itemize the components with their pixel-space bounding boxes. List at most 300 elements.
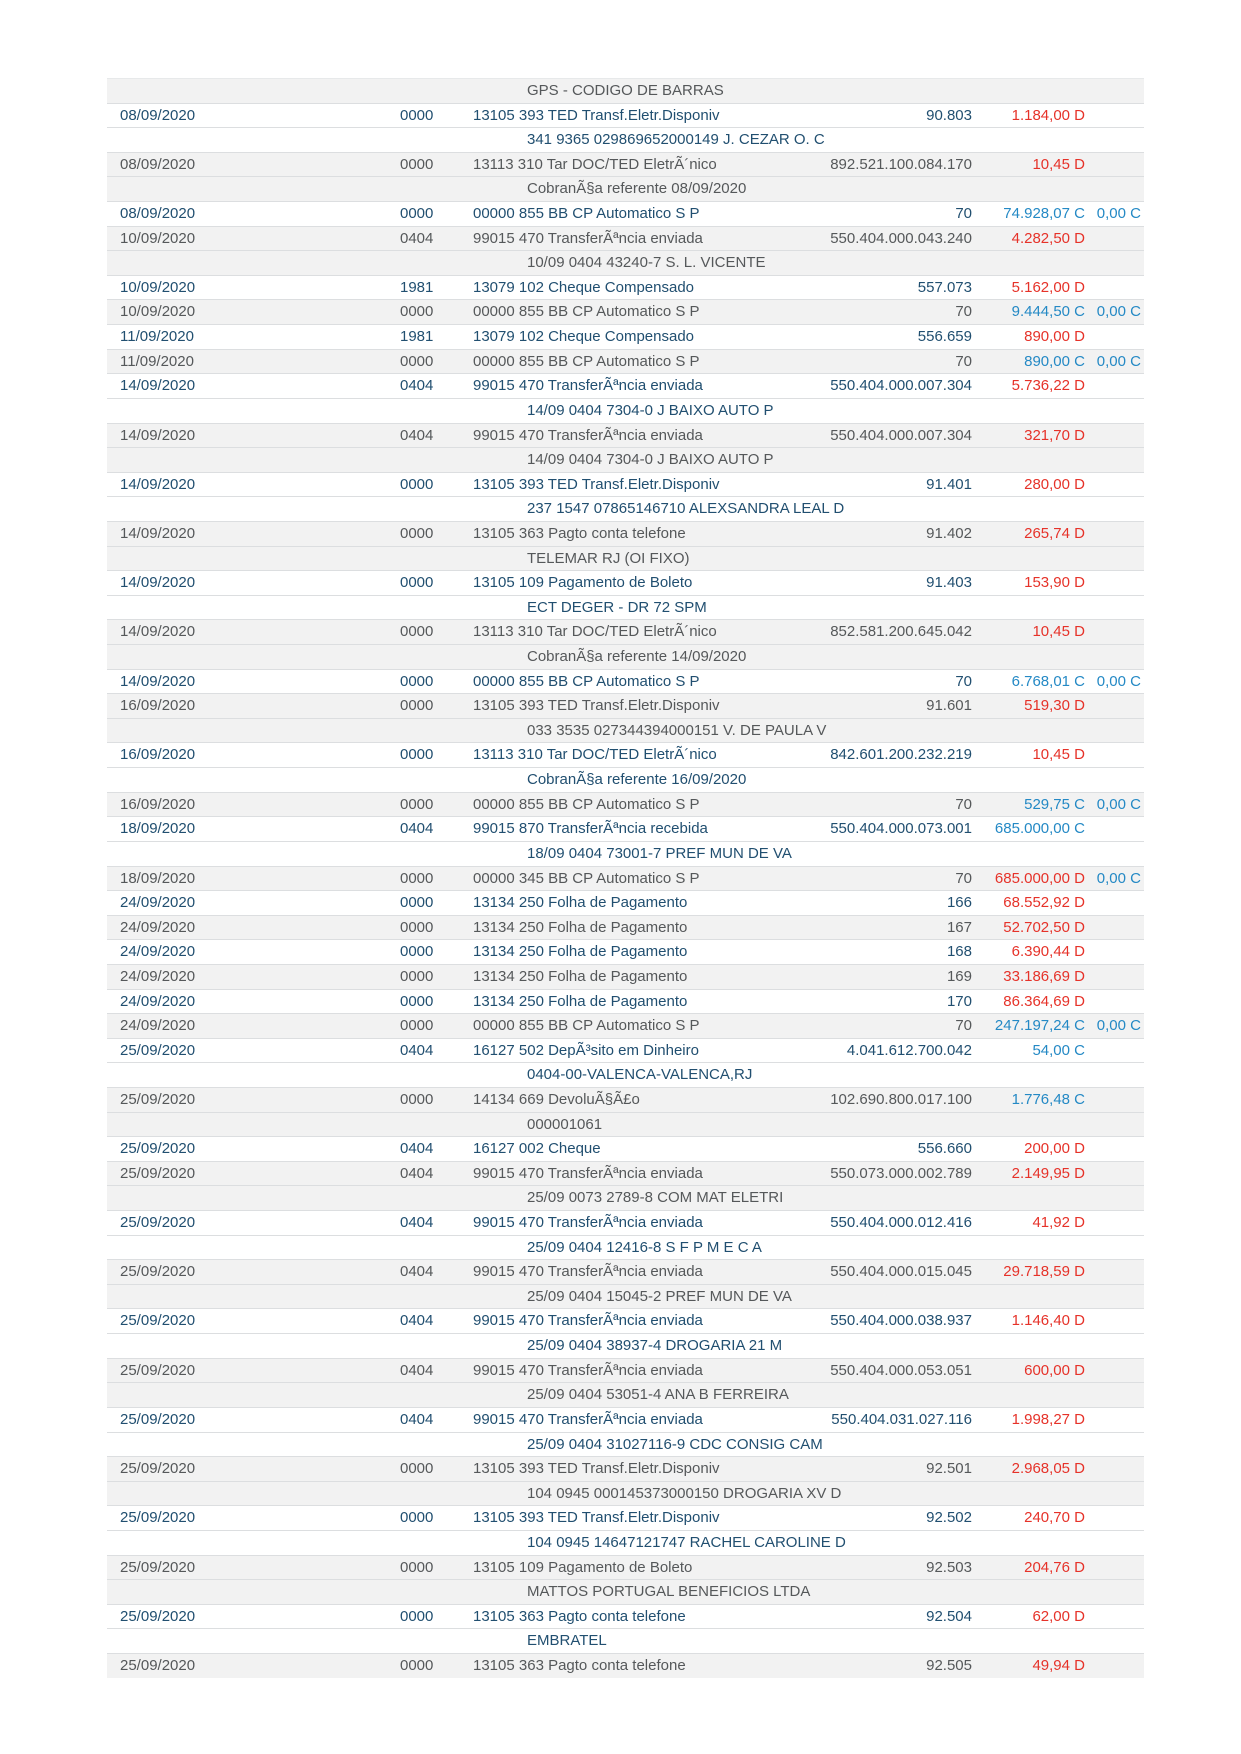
statement-continuation-row xyxy=(107,1284,1144,1309)
document-cell: 70 xyxy=(955,869,972,887)
continuation-text: 14/09 0404 7304-0 J BAIXO AUTO P xyxy=(527,451,774,469)
balance-cell xyxy=(1085,1162,1144,1186)
value-cell xyxy=(972,670,1085,694)
value-cell xyxy=(972,620,1085,644)
lot-cell: 0000 xyxy=(400,697,434,715)
document-cell: 4.041.612.700.042 xyxy=(846,1041,972,1059)
document-cell: 70 xyxy=(955,1017,972,1035)
lot-cell: 0000 xyxy=(400,1460,434,1478)
history-cell: 99015 470 TransferÃªncia enviada xyxy=(473,1214,703,1232)
value-cell xyxy=(972,473,1085,497)
balance-cell xyxy=(1085,1137,1144,1161)
lot-cell: 0000 xyxy=(400,918,434,936)
date-cell: 24/09/2020 xyxy=(120,894,196,912)
statement-continuation-row xyxy=(107,1382,1144,1407)
statement-entry-row xyxy=(107,1407,1144,1432)
credit-amount: 890,00 C xyxy=(1024,352,1085,370)
document-cell: 91.402 xyxy=(926,524,972,542)
credit-amount: 74.928,07 C xyxy=(1003,205,1085,223)
statement-entry-row xyxy=(107,1136,1144,1161)
statement-continuation-row xyxy=(107,1628,1144,1653)
statement-entry-row xyxy=(107,1210,1144,1235)
document-cell: 92.501 xyxy=(926,1460,972,1478)
debit-amount: 86.364,69 D xyxy=(1003,992,1085,1010)
statement-entry-row xyxy=(107,619,1144,644)
document-cell: 70 xyxy=(955,352,972,370)
document-cell: 167 xyxy=(946,918,972,936)
lot-cell: 0000 xyxy=(400,894,434,912)
continuation-text: 033 3535 027344394000151 V. DE PAULA V xyxy=(527,721,827,739)
value-cell xyxy=(972,1408,1085,1432)
statement-continuation-row xyxy=(107,1579,1144,1604)
document-cell: 550.404.000.007.304 xyxy=(830,426,972,444)
balance-amount: 0,00 C xyxy=(1096,303,1141,321)
history-cell: 13113 310 Tar DOC/TED EletrÃ´nico xyxy=(473,746,717,764)
history-cell: 13134 250 Folha de Pagamento xyxy=(473,894,688,912)
value-cell xyxy=(972,1137,1085,1161)
date-cell: 24/09/2020 xyxy=(120,992,196,1010)
balance-cell xyxy=(1085,940,1144,964)
balance-cell xyxy=(1085,817,1144,841)
debit-amount: 5.162,00 D xyxy=(1011,278,1085,296)
lot-cell: 0000 xyxy=(400,205,434,223)
statement-entry-row xyxy=(107,693,1144,718)
lot-cell: 0404 xyxy=(400,1214,434,1232)
debit-amount: 33.186,69 D xyxy=(1003,967,1085,985)
history-cell: 13105 109 Pagamento de Boleto xyxy=(473,1558,693,1576)
lot-cell: 0000 xyxy=(400,475,434,493)
history-cell: 13079 102 Cheque Compensado xyxy=(473,328,695,346)
value-cell xyxy=(972,916,1085,940)
lot-cell: 0000 xyxy=(400,574,434,592)
date-cell: 24/09/2020 xyxy=(120,1017,196,1035)
document-cell: 556.660 xyxy=(917,1140,972,1158)
lot-cell: 0000 xyxy=(400,155,434,173)
date-cell: 24/09/2020 xyxy=(120,918,196,936)
date-cell: 25/09/2020 xyxy=(120,1140,196,1158)
continuation-text: 18/09 0404 73001-7 PREF MUN DE VA xyxy=(527,844,792,862)
statement-continuation-row xyxy=(107,250,1144,275)
debit-amount: 10,45 D xyxy=(1032,623,1085,641)
statement-entry-row xyxy=(107,373,1144,398)
debit-amount: 200,00 D xyxy=(1024,1140,1085,1158)
document-cell: 102.690.800.017.100 xyxy=(830,1090,972,1108)
date-cell: 25/09/2020 xyxy=(120,1410,196,1428)
balance-cell xyxy=(1085,1654,1144,1678)
history-cell: 00000 855 BB CP Automatico S P xyxy=(473,205,700,223)
document-cell: 70 xyxy=(955,672,972,690)
lot-cell: 0404 xyxy=(400,426,434,444)
balance-cell xyxy=(1085,1359,1144,1383)
lot-cell: 0404 xyxy=(400,377,434,395)
date-cell: 08/09/2020 xyxy=(120,106,196,124)
date-cell: 25/09/2020 xyxy=(120,1263,196,1281)
statement-continuation-row xyxy=(107,1333,1144,1358)
value-cell xyxy=(972,571,1085,595)
debit-amount: 2.968,05 D xyxy=(1011,1460,1085,1478)
value-cell xyxy=(972,1309,1085,1333)
credit-amount: 1.776,48 C xyxy=(1011,1090,1085,1108)
continuation-text: GPS - CODIGO DE BARRAS xyxy=(527,82,724,99)
balance-cell xyxy=(1085,153,1144,177)
document-cell: 92.505 xyxy=(926,1657,972,1674)
history-cell: 13105 393 TED Transf.Eletr.Disponiv xyxy=(473,1460,720,1478)
continuation-text: ECT DEGER - DR 72 SPM xyxy=(527,598,707,616)
value-cell xyxy=(972,1605,1085,1629)
debit-amount: 6.390,44 D xyxy=(1011,943,1085,961)
balance-cell xyxy=(1085,916,1144,940)
lot-cell: 0000 xyxy=(400,795,434,813)
document-cell: 166 xyxy=(946,894,972,912)
value-cell xyxy=(972,743,1085,767)
history-cell: 99015 470 TransferÃªncia enviada xyxy=(473,1263,703,1281)
value-cell xyxy=(972,940,1085,964)
statement-entry-row xyxy=(107,964,1144,989)
balance-cell xyxy=(1085,473,1144,497)
statement-continuation-row xyxy=(107,1235,1144,1260)
statement-continuation-row xyxy=(107,1185,1144,1210)
debit-amount: 68.552,92 D xyxy=(1003,894,1085,912)
lot-cell: 0404 xyxy=(400,1410,434,1428)
balance-cell xyxy=(1085,276,1144,300)
document-cell: 70 xyxy=(955,795,972,813)
balance-cell xyxy=(1085,990,1144,1014)
date-cell: 16/09/2020 xyxy=(120,746,196,764)
history-cell: 00000 855 BB CP Automatico S P xyxy=(473,1017,700,1035)
document-cell: 70 xyxy=(955,303,972,321)
balance-cell xyxy=(1085,350,1144,374)
history-cell: 13134 250 Folha de Pagamento xyxy=(473,918,688,936)
lot-cell: 0404 xyxy=(400,1140,434,1158)
history-cell: 13113 310 Tar DOC/TED EletrÃ´nico xyxy=(473,155,717,173)
statement-entry-row xyxy=(107,226,1144,251)
history-cell: 99015 470 TransferÃªncia enviada xyxy=(473,377,703,395)
value-cell xyxy=(972,350,1085,374)
date-cell: 25/09/2020 xyxy=(120,1509,196,1527)
lot-cell: 0404 xyxy=(400,1263,434,1281)
balance-cell xyxy=(1085,867,1144,891)
balance-cell xyxy=(1085,620,1144,644)
lot-cell: 0000 xyxy=(400,967,434,985)
balance-amount: 0,00 C xyxy=(1096,205,1141,223)
lot-cell: 0000 xyxy=(400,524,434,542)
value-cell xyxy=(972,1039,1085,1063)
credit-amount: 247.197,24 C xyxy=(994,1017,1085,1035)
lot-cell: 0000 xyxy=(400,1017,434,1035)
lot-cell: 0000 xyxy=(400,106,434,124)
value-cell xyxy=(972,1162,1085,1186)
balance-cell xyxy=(1085,227,1144,251)
history-cell: 99015 470 TransferÃªncia enviada xyxy=(473,1410,703,1428)
statement-entry-row xyxy=(107,1456,1144,1481)
balance-cell xyxy=(1085,1014,1144,1038)
statement-entry-row xyxy=(107,299,1144,324)
statement-entry-row xyxy=(107,275,1144,300)
date-cell: 16/09/2020 xyxy=(120,795,196,813)
history-cell: 00000 855 BB CP Automatico S P xyxy=(473,303,700,321)
debit-amount: 153,90 D xyxy=(1024,574,1085,592)
history-cell: 13105 393 TED Transf.Eletr.Disponiv xyxy=(473,697,720,715)
statement-continuation-row xyxy=(107,595,1144,620)
continuation-text: 0404-00-VALENCA-VALENCA,RJ xyxy=(527,1066,753,1084)
continuation-text: CobranÃ§a referente 08/09/2020 xyxy=(527,180,747,198)
date-cell: 14/09/2020 xyxy=(120,672,196,690)
balance-cell xyxy=(1085,1211,1144,1235)
lot-cell: 0000 xyxy=(400,1090,434,1108)
date-cell: 25/09/2020 xyxy=(120,1164,196,1182)
statement-continuation-row xyxy=(107,644,1144,669)
continuation-text: CobranÃ§a referente 16/09/2020 xyxy=(527,771,747,789)
statement-entry-row xyxy=(107,792,1144,817)
statement-entry-row xyxy=(107,349,1144,374)
document-cell: 550.404.000.038.937 xyxy=(830,1312,972,1330)
debit-amount: 5.736,22 D xyxy=(1011,377,1085,395)
balance-cell xyxy=(1085,202,1144,226)
date-cell: 11/09/2020 xyxy=(120,352,194,370)
date-cell: 25/09/2020 xyxy=(120,1361,196,1379)
document-cell: 550.404.031.027.116 xyxy=(831,1410,972,1428)
document-cell: 169 xyxy=(946,967,972,985)
value-cell xyxy=(972,1088,1085,1112)
statement-entry-row xyxy=(107,521,1144,546)
date-cell: 10/09/2020 xyxy=(120,278,196,296)
date-cell: 11/09/2020 xyxy=(120,328,194,346)
balance-cell xyxy=(1085,300,1144,324)
document-cell: 550.073.000.002.789 xyxy=(830,1164,972,1182)
history-cell: 00000 345 BB CP Automatico S P xyxy=(473,869,700,887)
document-cell: 550.404.000.012.416 xyxy=(830,1214,972,1232)
value-cell xyxy=(972,1506,1085,1530)
statement-entry-row xyxy=(107,472,1144,497)
statement-continuation-row xyxy=(107,447,1144,472)
continuation-text: 237 1547 07865146710 ALEXSANDRA LEAL D xyxy=(527,500,845,518)
value-cell xyxy=(972,104,1085,128)
date-cell: 24/09/2020 xyxy=(120,943,196,961)
value-cell xyxy=(972,202,1085,226)
statement-entry-row xyxy=(107,1604,1144,1629)
statement-entry-row xyxy=(107,1259,1144,1284)
balance-cell xyxy=(1085,571,1144,595)
continuation-text: 25/09 0404 38937-4 DROGARIA 21 M xyxy=(527,1337,783,1355)
document-cell: 550.404.000.073.001 xyxy=(830,820,972,838)
document-cell: 550.404.000.007.304 xyxy=(830,377,972,395)
balance-amount: 0,00 C xyxy=(1096,352,1141,370)
debit-amount: 52.702,50 D xyxy=(1003,918,1085,936)
document-cell: 70 xyxy=(955,205,972,223)
continuation-text: TELEMAR RJ (OI FIXO) xyxy=(527,549,690,567)
statement-continuation-row xyxy=(107,718,1144,743)
debit-amount: 41,92 D xyxy=(1032,1214,1085,1232)
document-cell: 90.803 xyxy=(926,106,972,124)
debit-amount: 29.718,59 D xyxy=(1003,1263,1085,1281)
credit-amount: 54,00 C xyxy=(1032,1041,1085,1059)
history-cell: 13134 250 Folha de Pagamento xyxy=(473,943,688,961)
statement-entry-row xyxy=(107,1087,1144,1112)
debit-amount: 1.184,00 D xyxy=(1011,106,1085,124)
lot-cell: 0404 xyxy=(400,1041,434,1059)
continuation-text: 25/09 0404 12416-8 S F P M E C A xyxy=(527,1238,762,1256)
value-cell xyxy=(972,1457,1085,1481)
continuation-text: 14/09 0404 7304-0 J BAIXO AUTO P xyxy=(527,401,774,419)
date-cell: 25/09/2020 xyxy=(120,1460,196,1478)
document-cell: 91.401 xyxy=(926,475,972,493)
continuation-text: 000001061 xyxy=(527,1115,603,1133)
balance-cell xyxy=(1085,891,1144,915)
lot-cell: 0404 xyxy=(400,229,434,247)
document-cell: 550.404.000.043.240 xyxy=(830,229,972,247)
statement-continuation-row xyxy=(107,398,1144,423)
document-cell: 91.403 xyxy=(926,574,972,592)
document-cell: 556.659 xyxy=(917,328,972,346)
lot-cell: 0000 xyxy=(400,1558,434,1576)
date-cell: 08/09/2020 xyxy=(120,205,196,223)
history-cell: 13134 250 Folha de Pagamento xyxy=(473,992,688,1010)
credit-amount: 529,75 C xyxy=(1024,795,1085,813)
date-cell: 25/09/2020 xyxy=(120,1090,196,1108)
statement-entry-row xyxy=(107,742,1144,767)
statement-entry-row xyxy=(107,939,1144,964)
debit-amount: 62,00 D xyxy=(1032,1607,1085,1625)
lot-cell: 0404 xyxy=(400,820,434,838)
debit-amount: 4.282,50 D xyxy=(1011,229,1085,247)
balance-cell xyxy=(1085,104,1144,128)
lot-cell: 0000 xyxy=(400,352,434,370)
value-cell xyxy=(972,990,1085,1014)
statement-continuation-row xyxy=(107,1481,1144,1506)
balance-amount: 0,00 C xyxy=(1096,869,1141,887)
history-cell: 13113 310 Tar DOC/TED EletrÃ´nico xyxy=(473,623,717,641)
history-cell: 99015 870 TransferÃªncia recebida xyxy=(473,820,708,838)
statement-entry-row xyxy=(107,866,1144,891)
history-cell: 13105 363 Pagto conta telefone xyxy=(473,1607,686,1625)
continuation-text: CobranÃ§a referente 14/09/2020 xyxy=(527,648,747,666)
history-cell: 13105 363 Pagto conta telefone xyxy=(473,1657,686,1674)
history-cell: 14134 669 DevoluÃ§Ã£o xyxy=(473,1090,640,1108)
value-cell xyxy=(972,227,1085,251)
statement-entry-row xyxy=(107,1358,1144,1383)
debit-amount: 2.149,95 D xyxy=(1011,1164,1085,1182)
statement-entry-row xyxy=(107,1161,1144,1186)
document-cell: 550.404.000.015.045 xyxy=(830,1263,972,1281)
continuation-text: MATTOS PORTUGAL BENEFICIOS LTDA xyxy=(527,1583,811,1601)
debit-amount: 265,74 D xyxy=(1024,524,1085,542)
history-cell: 16127 502 DepÃ³sito em Dinheiro xyxy=(473,1041,699,1059)
document-cell: 168 xyxy=(946,943,972,961)
statement-entry-row xyxy=(107,816,1144,841)
continuation-text: 25/09 0404 15045-2 PREF MUN DE VA xyxy=(527,1287,792,1305)
continuation-text: 25/09 0404 53051-4 ANA B FERREIRA xyxy=(527,1386,789,1404)
document-cell: 170 xyxy=(946,992,972,1010)
debit-amount: 600,00 D xyxy=(1024,1361,1085,1379)
statement-entry-row xyxy=(107,324,1144,349)
value-cell xyxy=(972,817,1085,841)
history-cell: 99015 470 TransferÃªncia enviada xyxy=(473,229,703,247)
history-cell: 13105 363 Pagto conta telefone xyxy=(473,524,686,542)
document-cell: 842.601.200.232.219 xyxy=(830,746,972,764)
continuation-text: 104 0945 14647121747 RACHEL CAROLINE D xyxy=(527,1533,846,1551)
balance-cell xyxy=(1085,1556,1144,1580)
date-cell: 10/09/2020 xyxy=(120,303,196,321)
date-cell: 18/09/2020 xyxy=(120,869,196,887)
value-cell xyxy=(972,1014,1085,1038)
lot-cell: 0404 xyxy=(400,1312,434,1330)
lot-cell: 0000 xyxy=(400,1657,434,1674)
value-cell xyxy=(972,276,1085,300)
value-cell xyxy=(972,522,1085,546)
lot-cell: 1981 xyxy=(400,328,434,346)
balance-cell xyxy=(1085,694,1144,718)
document-cell: 892.521.100.084.170 xyxy=(830,155,972,173)
statement-continuation-row xyxy=(107,496,1144,521)
value-cell xyxy=(972,1654,1085,1678)
date-cell: 24/09/2020 xyxy=(120,967,196,985)
statement-entry-row xyxy=(107,1308,1144,1333)
value-cell xyxy=(972,793,1085,817)
continuation-text: 10/09 0404 43240-7 S. L. VICENTE xyxy=(527,254,766,272)
balance-cell xyxy=(1085,374,1144,398)
continuation-text: 104 0945 000145373000150 DROGARIA XV D xyxy=(527,1484,842,1502)
lot-cell: 0000 xyxy=(400,303,434,321)
credit-amount: 685.000,00 C xyxy=(994,820,1085,838)
lot-cell: 0000 xyxy=(400,869,434,887)
lot-cell: 0000 xyxy=(400,943,434,961)
document-cell: 550.404.000.053.051 xyxy=(830,1361,972,1379)
statement-table xyxy=(107,78,1144,1678)
document-cell: 92.504 xyxy=(926,1607,972,1625)
continuation-text: 25/09 0404 31027116-9 CDC CONSIG CAM xyxy=(527,1435,823,1453)
continuation-text: 25/09 0073 2789-8 COM MAT ELETRI xyxy=(527,1189,784,1207)
statement-entry-row xyxy=(107,669,1144,694)
balance-cell xyxy=(1085,1260,1144,1284)
credit-amount: 9.444,50 C xyxy=(1011,303,1085,321)
lot-cell: 0404 xyxy=(400,1164,434,1182)
debit-amount: 321,70 D xyxy=(1024,426,1085,444)
date-cell: 08/09/2020 xyxy=(120,155,196,173)
statement-continuation-row xyxy=(107,841,1144,866)
debit-amount: 280,00 D xyxy=(1024,475,1085,493)
balance-cell xyxy=(1085,793,1144,817)
statement-entry-row xyxy=(107,152,1144,177)
balance-amount: 0,00 C xyxy=(1096,1017,1141,1035)
value-cell xyxy=(972,694,1085,718)
debit-amount: 10,45 D xyxy=(1032,746,1085,764)
balance-cell xyxy=(1085,1506,1144,1530)
history-cell: 99015 470 TransferÃªncia enviada xyxy=(473,426,703,444)
history-cell: 13105 393 TED Transf.Eletr.Disponiv xyxy=(473,106,720,124)
history-cell: 00000 855 BB CP Automatico S P xyxy=(473,795,700,813)
date-cell: 10/09/2020 xyxy=(120,229,196,247)
balance-amount: 0,00 C xyxy=(1096,795,1141,813)
date-cell: 14/09/2020 xyxy=(120,574,196,592)
lot-cell: 0000 xyxy=(400,1607,434,1625)
debit-amount: 10,45 D xyxy=(1032,155,1085,173)
value-cell xyxy=(972,325,1085,349)
lot-cell: 0000 xyxy=(400,992,434,1010)
document-cell: 852.581.200.645.042 xyxy=(830,623,972,641)
value-cell xyxy=(972,1211,1085,1235)
history-cell: 99015 470 TransferÃªncia enviada xyxy=(473,1312,703,1330)
statement-entry-row xyxy=(107,423,1144,448)
statement-entry-row xyxy=(107,103,1144,128)
balance-cell xyxy=(1085,1605,1144,1629)
statement-entry-row xyxy=(107,201,1144,226)
value-cell xyxy=(972,867,1085,891)
statement-continuation-row xyxy=(107,1530,1144,1555)
statement-continuation-row xyxy=(107,1432,1144,1457)
debit-amount: 519,30 D xyxy=(1024,697,1085,715)
document-cell: 91.601 xyxy=(926,697,972,715)
date-cell: 25/09/2020 xyxy=(120,1657,196,1674)
